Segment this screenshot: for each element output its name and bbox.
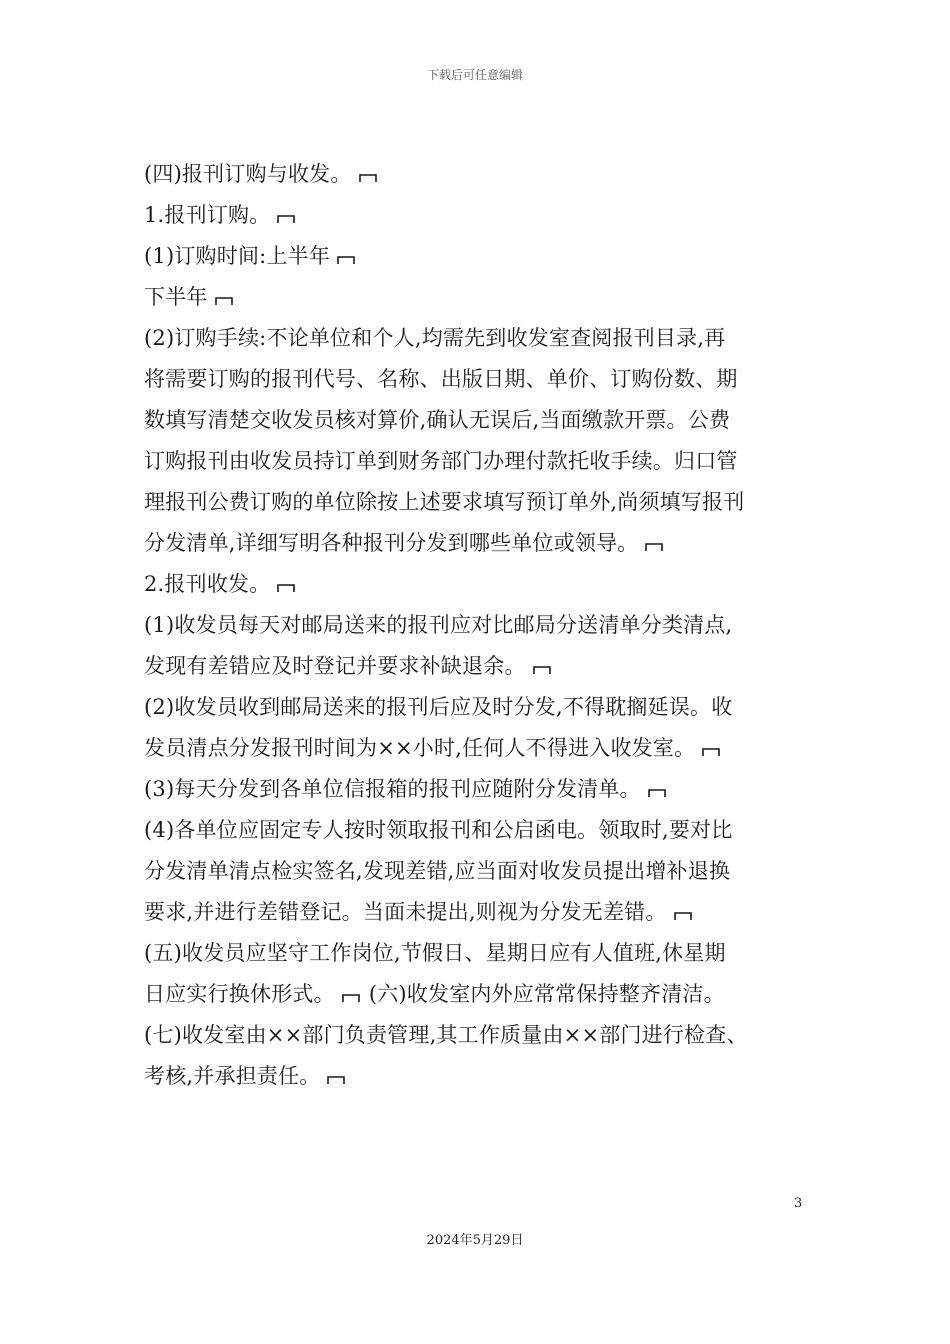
paragraph-mark-icon [214,293,234,307]
text-line: (七)收发室由××部门负责管理,其工作质量由××部门进行检查、 [144,1023,748,1047]
page-header: 下载后可任意编辑 [426,68,523,82]
paragraph-mark-icon [358,170,378,184]
paragraph-mark-icon [647,785,667,799]
paragraph-mark-icon [276,211,296,225]
text-line: 要求,并进行差错登记。当面未提出,则视为分发无差错。 [144,892,824,933]
text-line: (4)各单位应固定专人按时领取报刊和公启函电。领取时,要对比 [144,818,733,842]
page-number: 3 [794,1196,803,1211]
text-line: 理报刊公费订购的单位除按上述要求填写预订单外,尚须填写报刊 [144,490,745,514]
paragraph-mark-icon [644,539,664,553]
text-line: 考核,并承担责任。 [144,1056,824,1097]
text-line: (五)收发员应坚守工作岗位,节假日、星期日应有人值班,休星期 [144,941,726,965]
paragraph-mark-icon [701,744,721,758]
text-line: (2)订购手续:不论单位和个人,均需先到收发室查阅报刊目录,再 [144,326,726,350]
paragraph-mark-icon [276,580,296,594]
paragraph-mark-icon [326,1072,346,1086]
heading-distribution: 2.报刊收发。 [144,564,824,605]
paragraph-mark-icon [336,252,356,266]
text-line: 发员清点分发报刊时间为××小时,任何人不得进入收发室。 [144,728,824,769]
text-line: 下半年 [144,277,824,318]
text-line: (1)订购时间:上半年 [144,236,824,277]
text-line: 日应实行换休形式。 (六)收发室内外应常常保持整齐清洁。 [144,982,725,1006]
text-line: 发现有差错应及时登记并要求补缺退余。 [144,646,824,687]
paragraph-mark-icon [532,662,552,676]
text-line: 分发清单,详细写明各种报刊分发到哪些单位或领导。 [144,523,824,564]
text-line: 数填写清楚交收发员核对算价,确认无误后,当面缴款开票。公费 [144,408,731,432]
paragraph-mark-icon [341,990,361,1004]
text-line: 订购报刊由收发员持订单到财务部门办理付款托收手续。归口管 [144,449,738,473]
text-line: (2)收发员收到邮局送来的报刊后应及时分发,不得耽搁延误。收 [144,695,733,719]
text-line: (3)每天分发到各单位信报箱的报刊应随附分发清单。 [144,769,824,810]
heading-subscription: 1.报刊订购。 [144,195,824,236]
text-line: 分发清单清点检实签名,发现差错,应当面对收发员提出增补退换 [144,859,731,883]
text-line: 将需要订购的报刊代号、名称、出版日期、单价、订购份数、期 [144,367,738,391]
text-line: (1)收发员每天对邮局送来的报刊应对比邮局分送清单分类清点, [144,613,733,637]
document-body [144,154,824,1097]
heading-section-4: (四)报刊订购与收发。 [144,154,824,195]
footer-date: 2024年5月29日 [426,1233,524,1248]
paragraph-mark-icon [673,908,693,922]
